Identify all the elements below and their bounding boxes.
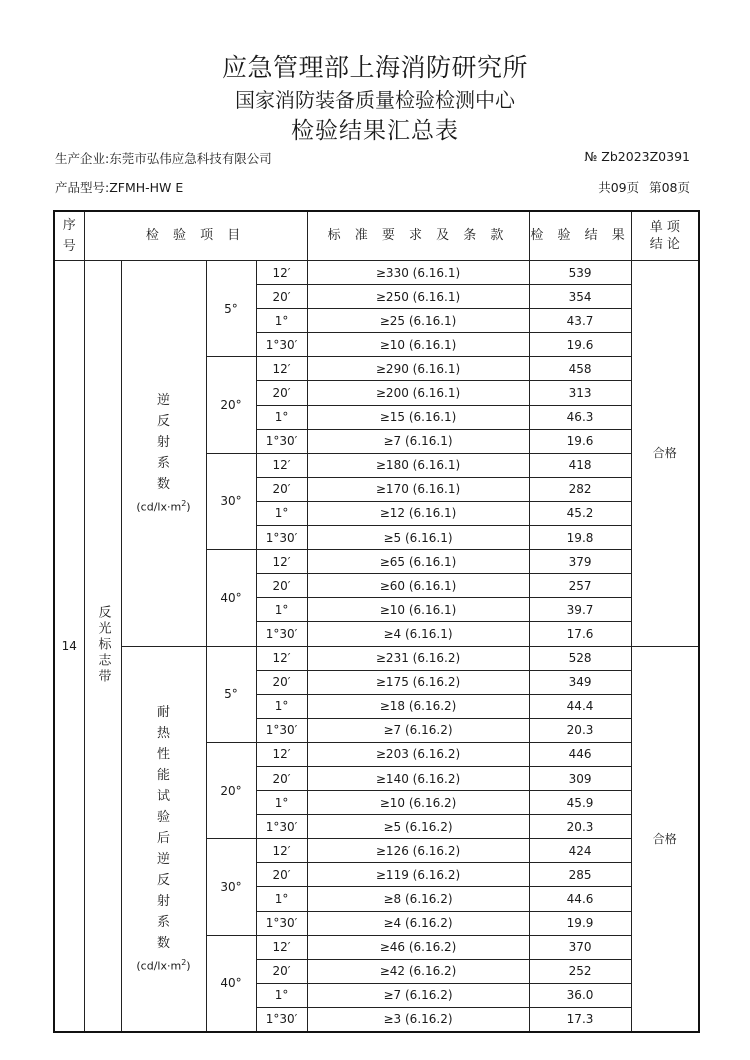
test-item-char: 验	[156, 809, 170, 825]
table-header-row	[54, 211, 699, 261]
unit-text: (cd/lx·m	[136, 500, 182, 514]
unit-superscript: 2	[181, 957, 187, 967]
standard-requirement: ≥4 (6.16.2)	[307, 911, 529, 935]
test-result: 44.4	[529, 694, 631, 718]
unit-label	[136, 954, 190, 976]
test-result: 39.7	[529, 598, 631, 622]
observation-angle: 1°	[256, 405, 307, 429]
observation-angle: 12′	[256, 839, 307, 863]
standard-requirement: ≥180 (6.16.1)	[307, 453, 529, 477]
test-item-char: 逆	[156, 392, 170, 408]
test-result: 446	[529, 742, 631, 766]
entrance-angle: 40°	[206, 935, 256, 1032]
entrance-angle: 30°	[206, 453, 256, 549]
test-result: 45.9	[529, 791, 631, 815]
test-result: 282	[529, 477, 631, 501]
test-result: 19.6	[529, 333, 631, 357]
test-item-char: 射	[156, 893, 170, 909]
header-seq: 序号	[54, 211, 84, 261]
product-model: 产品型号:ZFMH-HW E	[55, 180, 184, 195]
test-item-char: 能	[156, 767, 170, 783]
test-result: 17.3	[529, 1007, 631, 1032]
test-result: 20.3	[529, 718, 631, 742]
test-result: 458	[529, 357, 631, 381]
observation-angle: 20′	[256, 670, 307, 694]
standard-requirement: ≥330 (6.16.1)	[307, 261, 529, 285]
observation-angle: 1°30′	[256, 1007, 307, 1032]
unit-close: )	[186, 959, 191, 973]
standard-requirement: ≥42 (6.16.2)	[307, 959, 529, 983]
standard-requirement: ≥175 (6.16.2)	[307, 670, 529, 694]
test-result: 370	[529, 935, 631, 959]
entrance-angle: 5°	[206, 261, 256, 357]
test-item-char: 数	[156, 476, 170, 492]
header-standard: 标 准 要 求 及 条 款	[307, 211, 529, 261]
entrance-angle: 20°	[206, 742, 256, 838]
standard-requirement: ≥10 (6.16.2)	[307, 791, 529, 815]
standard-requirement: ≥15 (6.16.1)	[307, 405, 529, 429]
standard-requirement: ≥10 (6.16.1)	[307, 598, 529, 622]
entrance-angle: 20°	[206, 357, 256, 453]
test-result: 36.0	[529, 983, 631, 1007]
test-result: 19.6	[529, 429, 631, 453]
test-result: 45.2	[529, 501, 631, 525]
test-item-char: 系	[156, 455, 170, 471]
test-result: 44.6	[529, 887, 631, 911]
observation-angle: 1°	[256, 983, 307, 1007]
item-conclusion: 合格	[631, 646, 699, 1032]
observation-angle: 12′	[256, 453, 307, 477]
observation-angle: 1°30′	[256, 429, 307, 453]
test-result: 528	[529, 646, 631, 670]
center-name: 国家消防装备质量检验检测中心	[235, 88, 515, 112]
observation-angle: 1°30′	[256, 622, 307, 646]
test-item-char: 反	[156, 872, 170, 888]
observation-angle: 12′	[256, 357, 307, 381]
observation-angle: 1°30′	[256, 333, 307, 357]
standard-requirement: ≥200 (6.16.1)	[307, 381, 529, 405]
standard-requirement: ≥25 (6.16.1)	[307, 309, 529, 333]
test-result: 418	[529, 453, 631, 477]
test-result: 252	[529, 959, 631, 983]
observation-angle: 1°	[256, 598, 307, 622]
test-result: 19.8	[529, 526, 631, 550]
standard-requirement: ≥231 (6.16.2)	[307, 646, 529, 670]
test-result: 424	[529, 839, 631, 863]
standard-requirement: ≥290 (6.16.1)	[307, 357, 529, 381]
entrance-angle: 30°	[206, 839, 256, 935]
unit-label	[136, 495, 190, 517]
test-result: 285	[529, 863, 631, 887]
test-item-char: 系	[156, 914, 170, 930]
observation-angle: 20′	[256, 381, 307, 405]
item-conclusion: 合格	[631, 261, 699, 647]
test-item-char: 试	[156, 788, 170, 804]
standard-requirement: ≥126 (6.16.2)	[307, 839, 529, 863]
test-result: 379	[529, 550, 631, 574]
test-item-char: 性	[156, 746, 170, 762]
institute-name: 应急管理部上海消防研究所	[221, 53, 528, 82]
test-item-char: 逆	[156, 851, 170, 867]
observation-angle: 1°	[256, 501, 307, 525]
test-result: 349	[529, 670, 631, 694]
test-item-char: 耐	[156, 704, 170, 720]
unit-close: )	[186, 500, 191, 514]
observation-angle: 1°	[256, 887, 307, 911]
observation-angle: 20′	[256, 285, 307, 309]
entrance-angle: 5°	[206, 646, 256, 742]
test-item-char: 射	[156, 434, 170, 450]
standard-requirement: ≥170 (6.16.1)	[307, 477, 529, 501]
standard-requirement: ≥18 (6.16.2)	[307, 694, 529, 718]
observation-angle: 20′	[256, 477, 307, 501]
table-row	[54, 646, 699, 670]
observation-angle: 1°30′	[256, 718, 307, 742]
test-result: 19.9	[529, 911, 631, 935]
standard-requirement: ≥4 (6.16.1)	[307, 622, 529, 646]
standard-requirement: ≥119 (6.16.2)	[307, 863, 529, 887]
test-result: 309	[529, 766, 631, 790]
test-result: 17.6	[529, 622, 631, 646]
test-item-char: 数	[156, 935, 170, 951]
product-name-text: 反光标志带	[95, 604, 111, 685]
test-item-char: 热	[156, 725, 170, 741]
test-result: 354	[529, 285, 631, 309]
report-number: № Zb2023Z0391	[584, 149, 690, 164]
standard-requirement: ≥12 (6.16.1)	[307, 501, 529, 525]
observation-angle: 12′	[256, 550, 307, 574]
observation-angle: 12′	[256, 742, 307, 766]
standard-requirement: ≥140 (6.16.2)	[307, 766, 529, 790]
test-item-char: 反	[156, 413, 170, 429]
test-result: 43.7	[529, 309, 631, 333]
test-item-name	[121, 261, 206, 647]
test-result: 46.3	[529, 405, 631, 429]
observation-angle: 1°30′	[256, 911, 307, 935]
standard-requirement: ≥5 (6.16.1)	[307, 526, 529, 550]
manufacturer: 生产企业:东莞市弘伟应急科技有限公司	[55, 151, 272, 166]
standard-requirement: ≥7 (6.16.2)	[307, 718, 529, 742]
entrance-angle: 40°	[206, 550, 256, 646]
observation-angle: 20′	[256, 863, 307, 887]
standard-requirement: ≥65 (6.16.1)	[307, 550, 529, 574]
standard-requirement: ≥10 (6.16.1)	[307, 333, 529, 357]
test-result: 313	[529, 381, 631, 405]
observation-angle: 20′	[256, 766, 307, 790]
header-item: 检 验 项 目	[84, 211, 307, 261]
observation-angle: 1°30′	[256, 526, 307, 550]
results-table	[53, 210, 700, 1033]
header-result: 检 验 结 果	[529, 211, 631, 261]
observation-angle: 20′	[256, 959, 307, 983]
unit-text: (cd/lx·m	[136, 959, 182, 973]
standard-requirement: ≥250 (6.16.1)	[307, 285, 529, 309]
test-item-char: 后	[156, 830, 170, 846]
standard-requirement: ≥3 (6.16.2)	[307, 1007, 529, 1032]
standard-requirement: ≥8 (6.16.2)	[307, 887, 529, 911]
standard-requirement: ≥7 (6.16.2)	[307, 983, 529, 1007]
standard-requirement: ≥46 (6.16.2)	[307, 935, 529, 959]
standard-requirement: ≥60 (6.16.1)	[307, 574, 529, 598]
observation-angle: 20′	[256, 574, 307, 598]
table-row	[54, 261, 699, 285]
header-conclusion: 单 项 结 论	[631, 211, 699, 261]
page-counter: 共09页 第08页	[598, 180, 690, 195]
observation-angle: 12′	[256, 935, 307, 959]
standard-requirement: ≥7 (6.16.1)	[307, 429, 529, 453]
observation-angle: 1°	[256, 791, 307, 815]
standard-requirement: ≥203 (6.16.2)	[307, 742, 529, 766]
product-name	[84, 261, 121, 1033]
unit-superscript: 2	[181, 498, 187, 508]
observation-angle: 1°	[256, 694, 307, 718]
document-title: 检验结果汇总表	[291, 118, 459, 144]
observation-angle: 1°30′	[256, 815, 307, 839]
test-result: 539	[529, 261, 631, 285]
observation-angle: 12′	[256, 261, 307, 285]
observation-angle: 1°	[256, 309, 307, 333]
sequence-number: 14	[54, 261, 84, 1033]
test-item-name	[121, 646, 206, 1032]
test-result: 20.3	[529, 815, 631, 839]
observation-angle: 12′	[256, 646, 307, 670]
standard-requirement: ≥5 (6.16.2)	[307, 815, 529, 839]
test-result: 257	[529, 574, 631, 598]
